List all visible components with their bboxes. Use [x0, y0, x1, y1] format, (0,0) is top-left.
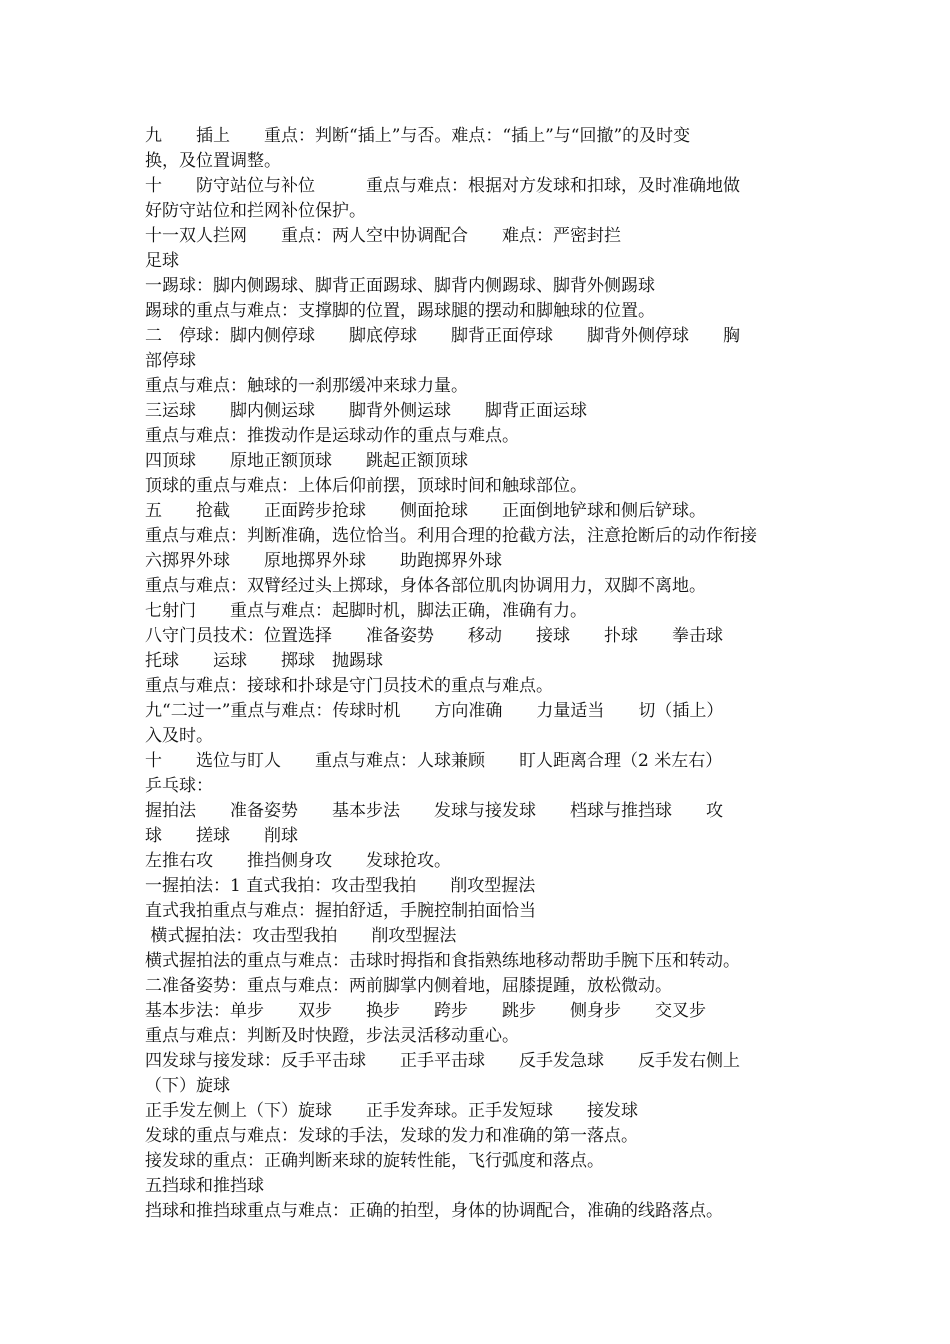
text-line: 发球的重点与难点：发球的手法，发球的发力和准确的第一落点。: [145, 1126, 638, 1146]
text-line: 好防守站位和拦网补位保护。: [145, 201, 366, 221]
document-body: [145, 124, 810, 1224]
text-line: 五挡球和推挡球: [145, 1176, 264, 1196]
text-line: 左推右攻 推挡侧身攻 发球抢攻。: [145, 851, 451, 871]
text-line: 三运球 脚内侧运球 脚背外侧运球 脚背正面运球: [145, 401, 587, 421]
text-line: 十 防守站位与补位 重点与难点：根据对方发球和扣球，及时准确地做: [145, 176, 740, 196]
text-line: 重点与难点：触球的一刹那缓冲来球力量。: [145, 376, 468, 396]
text-line: 四顶球 原地正额顶球 跳起正额顶球: [145, 451, 468, 471]
text-line: 接发球的重点：正确判断来球的旋转性能，飞行弧度和落点。: [145, 1151, 604, 1171]
text-line: 直式我拍重点与难点：握拍舒适，手腕控制拍面恰当: [145, 901, 536, 921]
text-line: 换，及位置调整。: [145, 151, 281, 171]
text-line: 重点与难点：判断及时快蹬，步法灵活移动重心。: [145, 1026, 519, 1046]
text-line: 七射门 重点与难点：起脚时机，脚法正确，准确有力。: [145, 601, 587, 621]
text-line: 重点与难点：推拨动作是运球动作的重点与难点。: [145, 426, 519, 446]
text-line: 部停球: [145, 351, 196, 371]
text-line: 托球 运球 掷球 抛踢球: [145, 651, 383, 671]
text-line: 重点与难点：双臂经过头上掷球，身体各部位肌肉协调用力，双脚不离地。: [145, 576, 706, 596]
text-line: 五 抢截 正面跨步抢球 侧面抢球 正面倒地铲球和侧后铲球。: [145, 501, 706, 521]
text-line: 基本步法：单步 双步 换步 跨步 跳步 侧身步 交叉步: [145, 1001, 706, 1021]
text-line: （下）旋球: [145, 1076, 230, 1096]
text-line: 二 停球：脚内侧停球 脚底停球 脚背正面停球 脚背外侧停球 胸: [145, 326, 740, 346]
text-line: 二准备姿势：重点与难点：两前脚掌内侧着地，屈膝提踵，放松微动。: [145, 976, 672, 996]
section-heading: 足球: [145, 251, 179, 271]
text-line: 八守门员技术：位置选择 准备姿势 移动 接球 扑球 拳击球: [145, 626, 723, 646]
text-line: 六掷界外球 原地掷界外球 助跑掷界外球: [145, 551, 502, 571]
text-line: 一握拍法：1 直式我拍：攻击型我拍 削攻型握法: [145, 876, 536, 896]
text-line: 握拍法 准备姿势 基本步法 发球与接发球 档球与推挡球 攻: [145, 801, 723, 821]
text-line: 入及时。: [145, 726, 213, 746]
text-line: 踢球的重点与难点：支撑脚的位置，踢球腿的摆动和脚触球的位置。: [145, 301, 655, 321]
text-line: 球 搓球 削球: [145, 826, 298, 846]
text-line: 横式握拍法：攻击型我拍 削攻型握法: [145, 926, 457, 946]
text-line: 十一双人拦网 重点：两人空中协调配合 难点：严密封拦: [145, 226, 621, 246]
text-line: 挡球和推挡球重点与难点：正确的拍型，身体的协调配合，准确的线路落点。: [145, 1201, 723, 1221]
text-line: 横式握拍法的重点与难点：击球时拇指和食指熟练地移动帮助手腕下压和转动。: [145, 951, 740, 971]
text-line: 九 插上 重点：判断“插上”与否。难点：“插上”与“回撤”的及时变: [145, 126, 691, 146]
text-line: 重点与难点：判断准确，选位恰当。利用合理的抢截方法，注意抢断后的动作衔接: [145, 526, 757, 546]
text-line: 九“二过一”重点与难点：传球时机 方向准确 力量适当 切（插上）: [145, 701, 724, 721]
text-line: 一踢球：脚内侧踢球、脚背正面踢球、脚背内侧踢球、脚背外侧踢球: [145, 276, 655, 296]
section-heading: 乒乓球：: [145, 776, 213, 796]
text-line: 顶球的重点与难点：上体后仰前摆，顶球时间和触球部位。: [145, 476, 587, 496]
text-line: 四发球与接发球：反手平击球 正手平击球 反手发急球 反手发右侧上: [145, 1051, 740, 1071]
text-line: 正手发左侧上（下）旋球 正手发奔球。正手发短球 接发球: [145, 1101, 638, 1121]
text-line: 重点与难点：接球和扑球是守门员技术的重点与难点。: [145, 676, 553, 696]
text-line: 十 选位与盯人 重点与难点：人球兼顾 盯人距离合理（2 米左右）: [145, 751, 723, 771]
